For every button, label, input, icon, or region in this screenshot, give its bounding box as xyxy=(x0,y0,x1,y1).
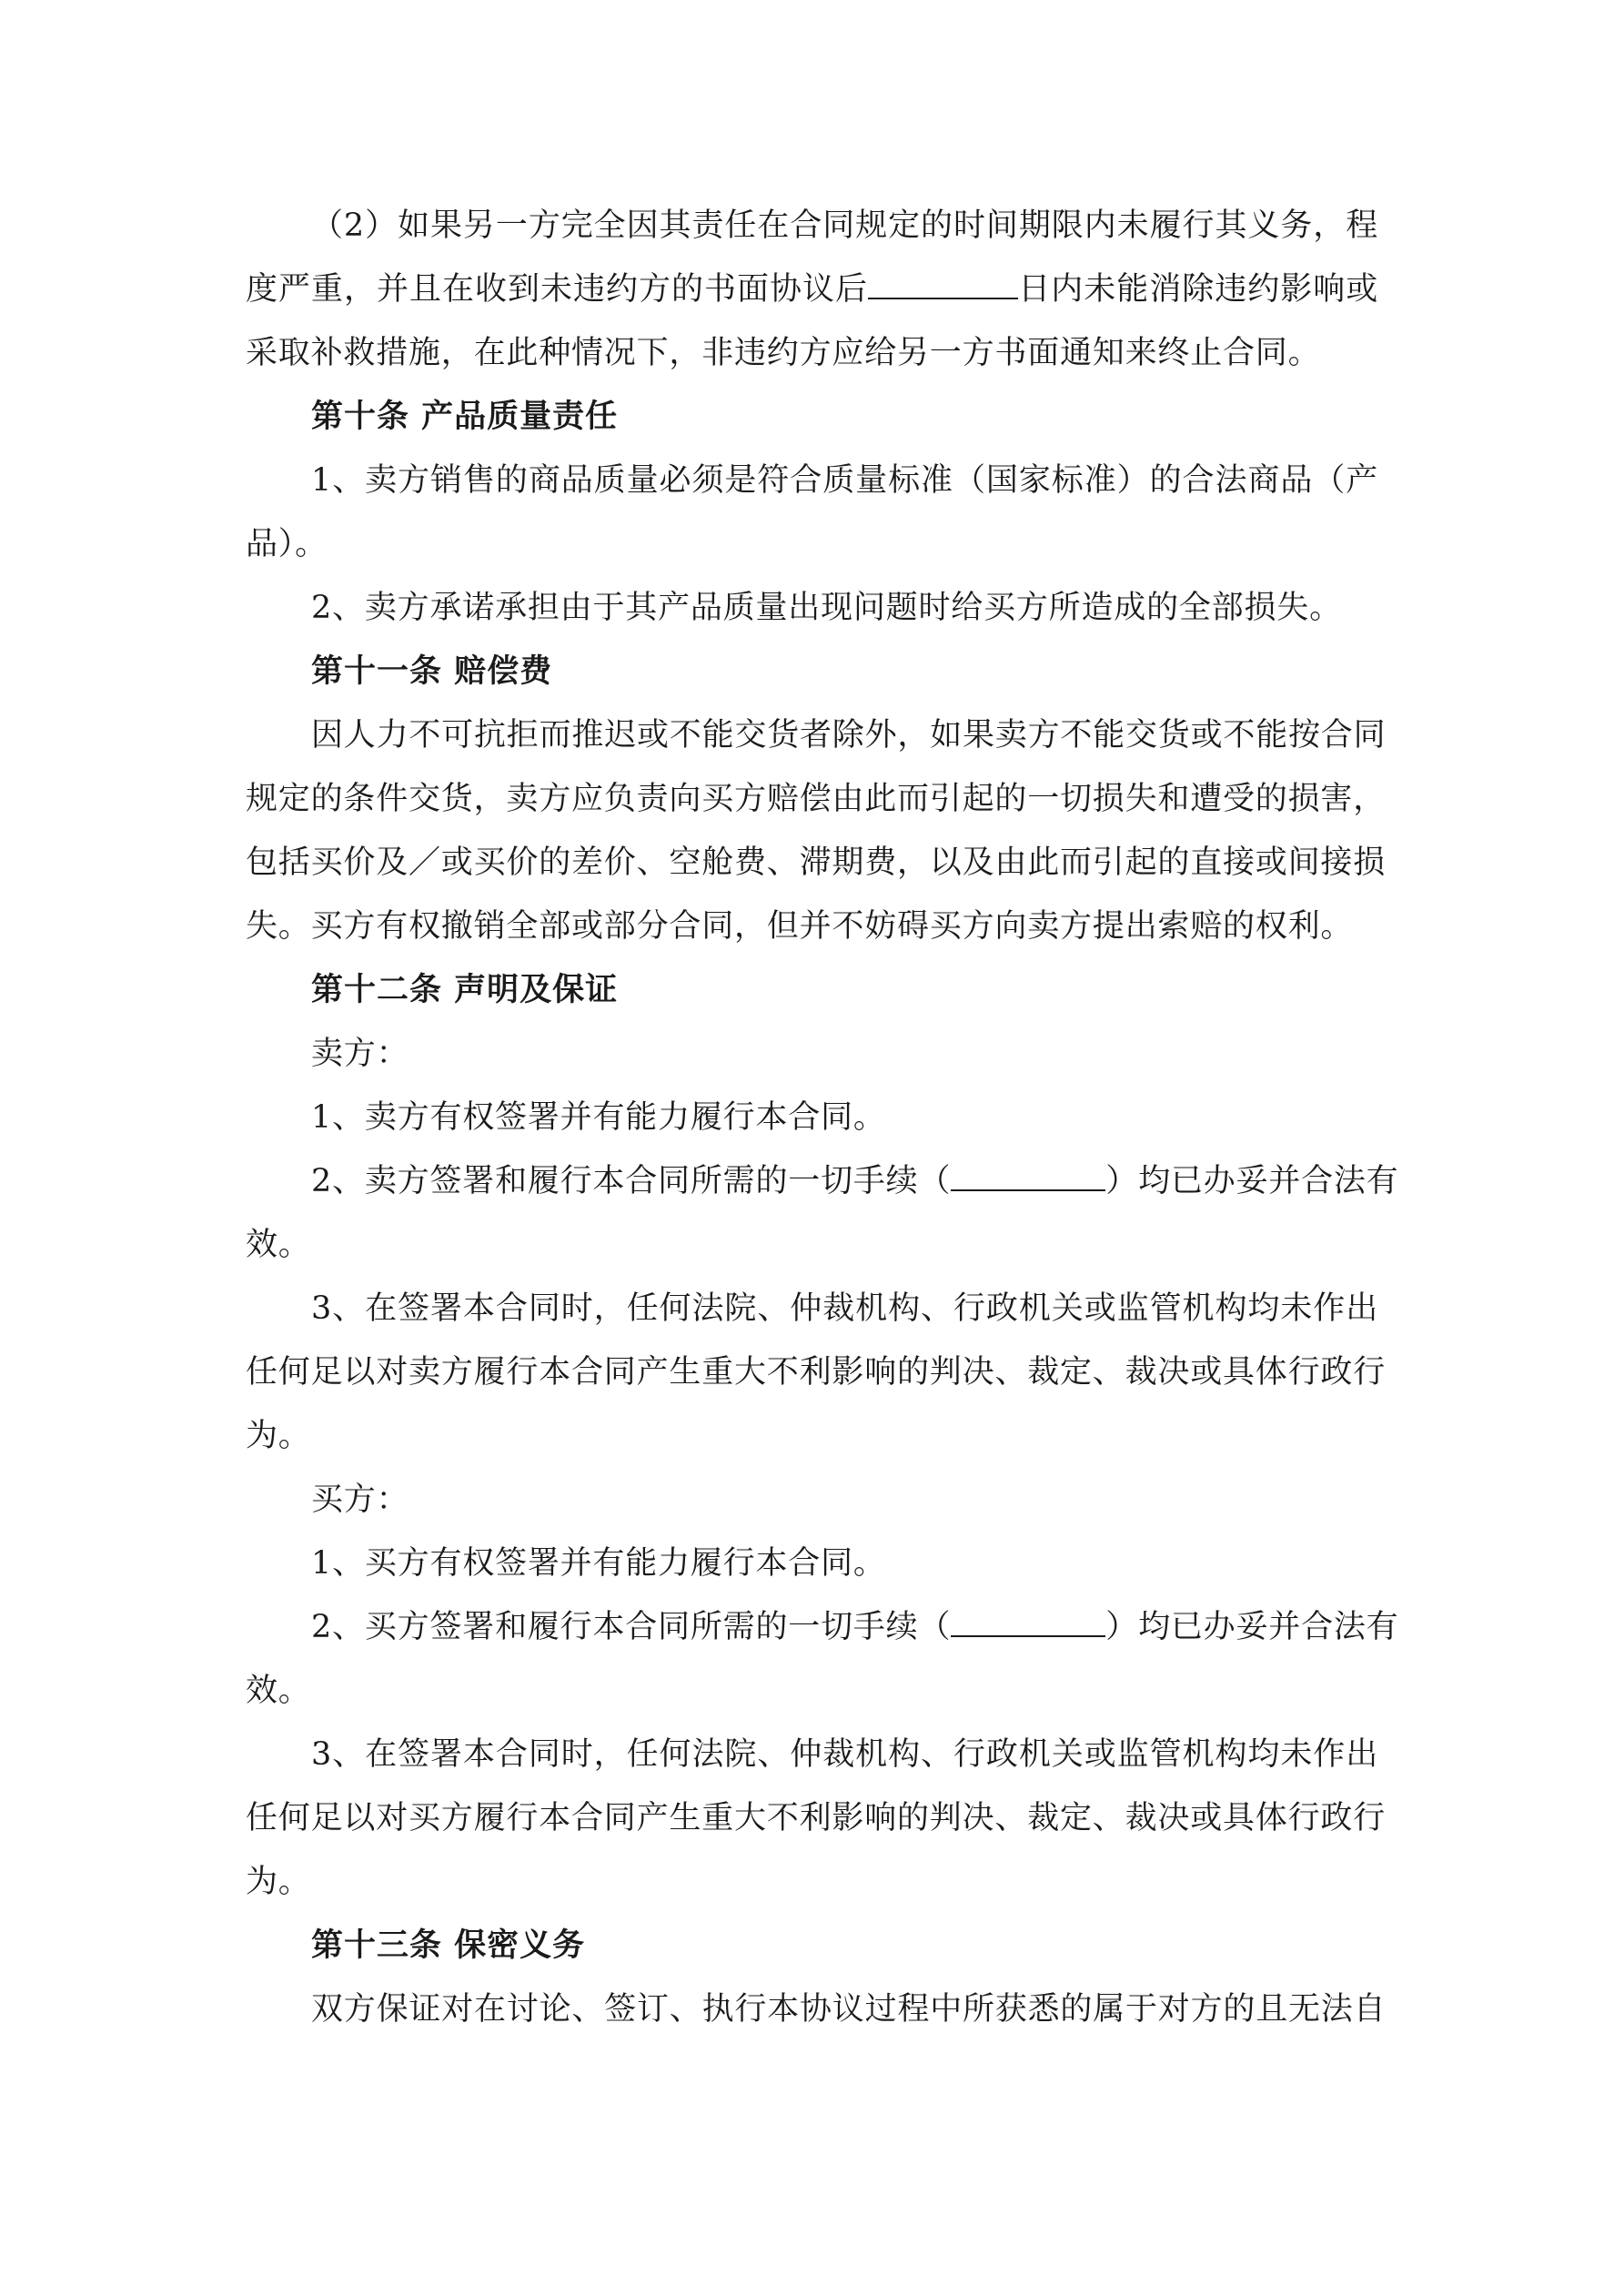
paragraph-line: 任何足以对卖方履行本合同产生重大不利影响的判决、裁定、裁决或具体行政行 xyxy=(246,1354,1387,1391)
text-segment: 2、买方签署和履行本合同所需的一切手续（ xyxy=(311,1609,952,1645)
text-segment: 度严重，并且在收到未违约方的书面协议后 xyxy=(246,271,868,308)
paragraph-line: 效。 xyxy=(246,1227,311,1263)
document-page xyxy=(246,202,1399,2049)
paragraph-line xyxy=(246,266,1378,313)
paragraph-line: 品）。 xyxy=(246,526,328,562)
fill-in-blank xyxy=(951,1162,1105,1191)
paragraph-line: 买方： xyxy=(311,1482,409,1518)
fill-in-blank xyxy=(868,270,1018,299)
section-heading: 第十三条 保密义务 xyxy=(311,1927,586,1964)
text-segment: 2、卖方签署和履行本合同所需的一切手续（ xyxy=(311,1163,952,1199)
paragraph-line xyxy=(246,1158,1399,1205)
paragraph-line: 为。 xyxy=(246,1864,311,1900)
section-heading: 第十一条 赔偿费 xyxy=(311,652,553,690)
paragraph-line: 双方保证对在讨论、签订、执行本协议过程中所获悉的属于对方的且无法自 xyxy=(311,1991,1387,2028)
paragraph-line: 规定的条件交货，卖方应负责向买方赔偿由此而引起的一切损失和遭受的损害， xyxy=(246,781,1387,817)
paragraph-line: 3、在签署本合同时，任何法院、仲裁机构、行政机关或监管机构均未作出 xyxy=(311,1736,1378,1773)
fill-in-blank xyxy=(951,1608,1105,1637)
section-heading: 第十条 产品质量责任 xyxy=(311,398,619,435)
text-segment: 日内未能消除违约影响或 xyxy=(1018,271,1378,308)
text-segment: ）均已办妥并合法有 xyxy=(1105,1609,1399,1645)
paragraph-line: 失。买方有权撤销全部或部分合同，但并不妨碍买方向卖方提出索赔的权利。 xyxy=(246,908,1354,945)
paragraph-line: 包括买价及／或买价的差价、空舱费、滞期费，以及由此而引起的直接或间接损 xyxy=(246,845,1387,881)
paragraph-line: 采取补救措施，在此种情况下，非违约方应给另一方书面通知来终止合同。 xyxy=(246,335,1321,371)
paragraph-line: 因人力不可抗拒而推迟或不能交货者除外，如果卖方不能交货或不能按合同 xyxy=(311,717,1387,754)
paragraph-line: 3、在签署本合同时，任何法院、仲裁机构、行政机关或监管机构均未作出 xyxy=(311,1290,1378,1327)
paragraph-line: 卖方： xyxy=(311,1036,409,1072)
paragraph-line xyxy=(246,1603,1399,1651)
paragraph-line: 1、卖方销售的商品质量必须是符合质量标准（国家标准）的合法商品（产 xyxy=(311,462,1378,499)
paragraph-line: 2、卖方承诺承担由于其产品质量出现问题时给买方所造成的全部损失。 xyxy=(311,590,1342,626)
paragraph-line: 1、买方有权签署并有能力履行本合同。 xyxy=(311,1545,886,1582)
paragraph-line: 效。 xyxy=(246,1673,311,1709)
paragraph-line: 1、卖方有权签署并有能力履行本合同。 xyxy=(311,1099,886,1136)
section-heading: 第十二条 声明及保证 xyxy=(311,971,619,1008)
paragraph-line: 为。 xyxy=(246,1418,311,1454)
text-segment: ）均已办妥并合法有 xyxy=(1105,1163,1399,1199)
paragraph-line: 任何足以对买方履行本合同产生重大不利影响的判决、裁定、裁决或具体行政行 xyxy=(246,1800,1387,1836)
paragraph-line: （2）如果另一方完全因其责任在合同规定的时间期限内未履行其义务，程 xyxy=(311,207,1378,244)
